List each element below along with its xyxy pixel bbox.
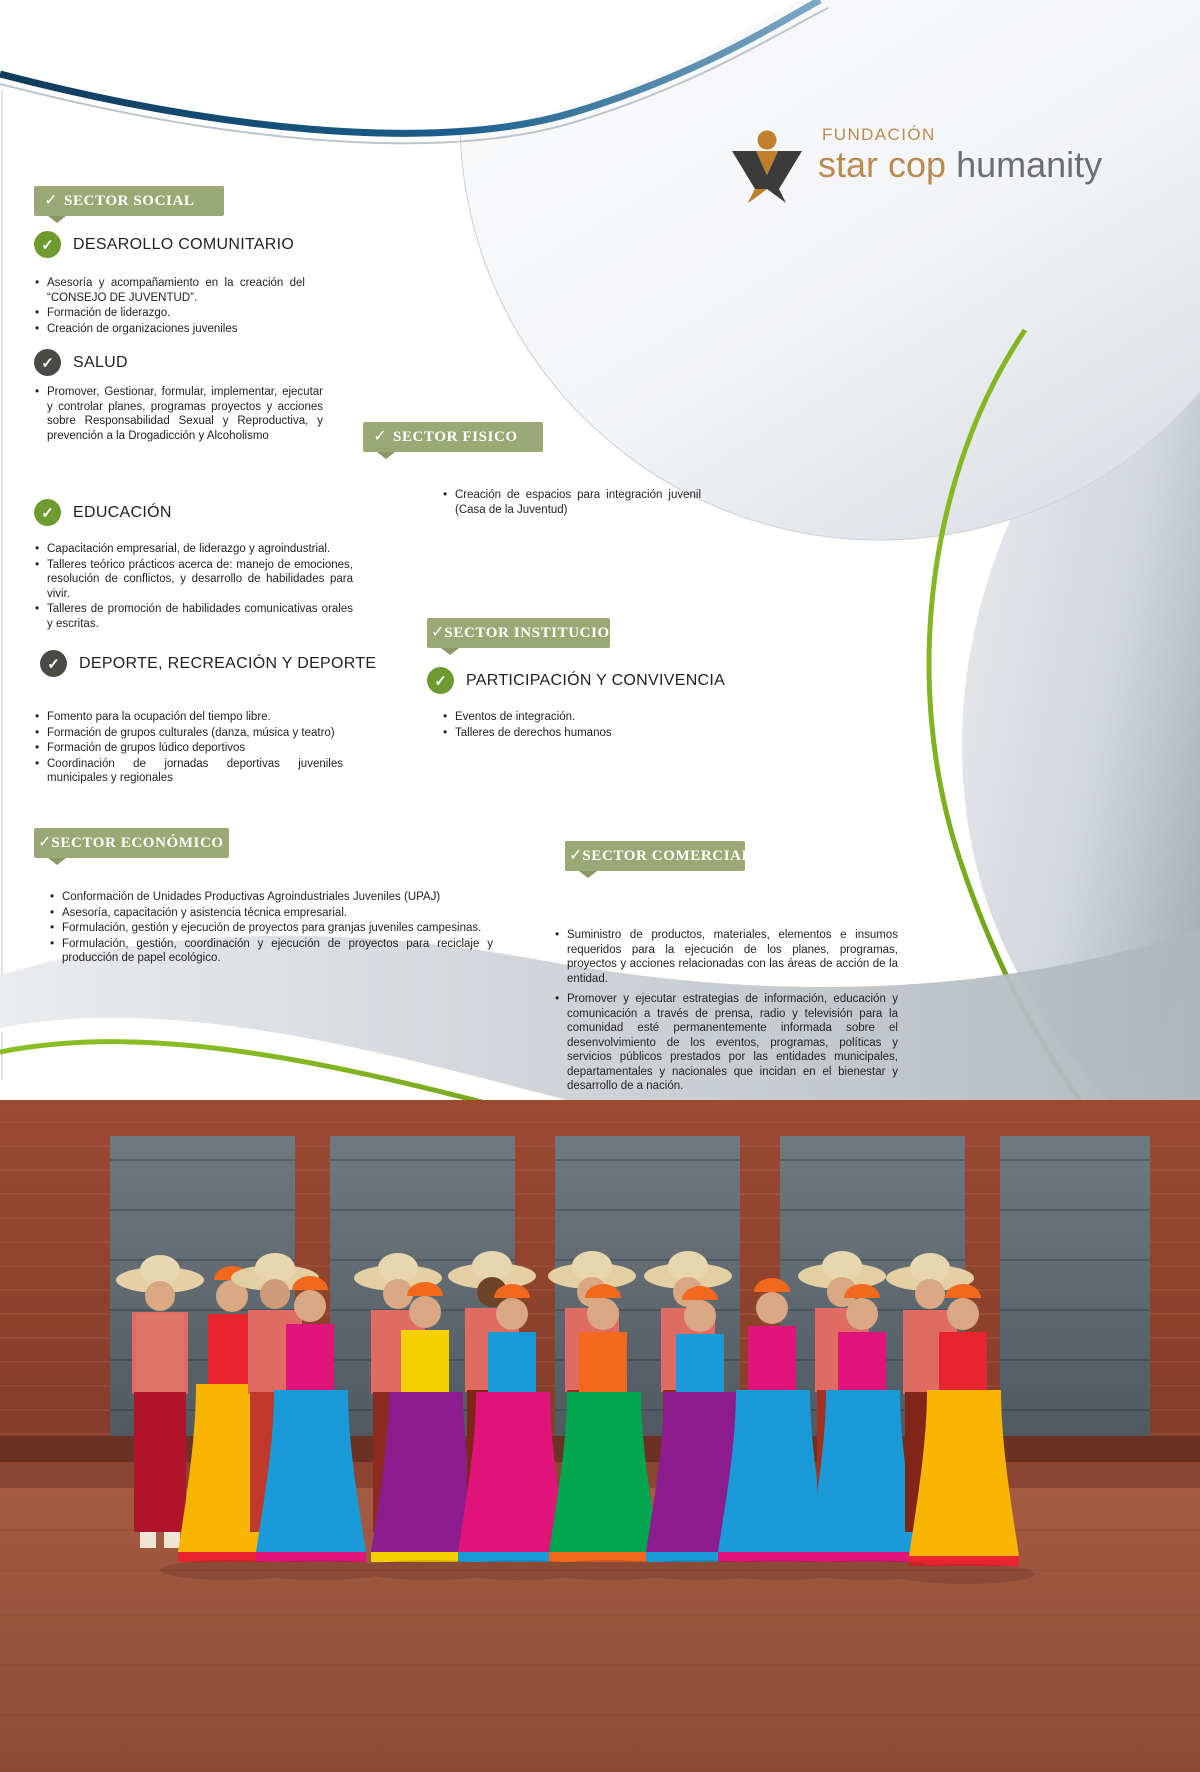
list-educacion xyxy=(33,542,353,632)
list-item: • Talleres de promoción de habilidades comunicativas orales y escritas. xyxy=(33,602,353,631)
list-item: • Coordinación de jornadas deportivas juveniles municipales y regionales xyxy=(33,757,343,786)
list-item: • Fomento para la ocupación del tiempo libre. xyxy=(33,710,343,725)
brand-name-part2: humanity xyxy=(956,144,1103,185)
list-sector-fisico xyxy=(441,488,701,518)
list-item: • Formación de liderazgo. xyxy=(33,306,305,321)
ribbon-label: SECTOR ECONÓMICO xyxy=(51,834,224,851)
ribbon-label: SECTOR INSTITUCIONAL xyxy=(444,624,644,641)
subheading-label: SALUD xyxy=(73,353,128,371)
ribbon-label: SECTOR SOCIAL xyxy=(64,192,195,209)
list-item: • Eventos de integración. xyxy=(441,710,701,725)
ribbon-label: SECTOR COMERCIAL xyxy=(582,847,753,864)
ribbon-sector-institucional xyxy=(427,618,644,648)
check-circle-icon: ✓ xyxy=(34,349,61,376)
photo-illustration xyxy=(0,1100,1200,1772)
list-sector-comercial xyxy=(553,928,898,1095)
check-icon: ✓ xyxy=(44,192,58,209)
list-item: • Talleres teórico prácticos acerca de: manejo de emociones, resolución de conflictos, y desarrollo de habilidades para vivir. xyxy=(33,558,353,602)
check-icon: ✓ xyxy=(431,624,445,641)
list-item: • Creación de organizaciones juveniles xyxy=(33,322,305,337)
list-participacion-convivencia xyxy=(441,710,701,741)
list-item: • Talleres de derechos humanos xyxy=(441,726,701,741)
ribbon-sector-fisico xyxy=(363,422,543,452)
subheading-label: PARTICIPACIÓN Y CONVIVENCIA xyxy=(466,671,726,689)
check-circle-icon: ✓ xyxy=(427,667,454,694)
check-circle-icon: ✓ xyxy=(34,231,61,258)
ribbon-label: SECTOR FISICO xyxy=(393,428,518,445)
check-circle-icon: ✓ xyxy=(40,650,67,677)
brand-name-part1: star cop xyxy=(818,144,957,185)
list-item: • Promover y ejecutar estrategias de información, educación y comunicación a través de prensa, radio y televisión para la comunidad esté permanentemente informada sobre el desenvolvimiento de los eventos, programas, políticas y servicios públicos prestados por las entidades municipales, departamentales y nacionales que incidan en el bienestar y desarrollo de a nación. xyxy=(553,992,898,1094)
list-item: • Capacitación empresarial, de liderazgo y agroindustrial. xyxy=(33,542,353,557)
brand-top-line: FUNDACIÓN xyxy=(822,125,936,144)
list-item: • Suministro de productos, materiales, elementos e insumos requeridos para la ejecución de los planes, programas, proyectos y acciones relacionadas con las áreas de acción de la entidad. xyxy=(553,928,898,986)
subheading-label: EDUCACIÓN xyxy=(73,503,172,521)
list-deporte-recreacion xyxy=(33,710,343,787)
check-icon: ✓ xyxy=(373,428,387,445)
list-item: • Formulación, gestión, coordinación y ejecución de proyectos para reciclaje y producción de papel ecológico. xyxy=(48,937,493,966)
ribbon-sector-social xyxy=(34,186,224,216)
check-icon: ✓ xyxy=(569,847,583,864)
subheading-deporte-recreacion xyxy=(40,650,376,677)
subheading-desarrollo-comunitario xyxy=(34,231,294,258)
list-item: • Formación de grupos lúdico deportivos xyxy=(33,741,343,756)
list-item: • Creación de espacios para integración juvenil (Casa de la Juventud) xyxy=(441,488,701,517)
list-salud xyxy=(33,385,323,444)
subheading-label: DESAROLLO COMUNITARIO xyxy=(73,235,295,253)
list-item: • Conformación de Unidades Productivas Agroindustriales Juveniles (UPAJ) xyxy=(48,890,493,905)
list-item: • Formulación, gestión y ejecución de proyectos para granjas juveniles campesinas. xyxy=(48,921,493,936)
subheading-educacion xyxy=(34,499,172,526)
list-sector-economico xyxy=(48,890,493,967)
list-desarrollo-comunitario xyxy=(33,276,305,337)
subheading-label: DEPORTE, RECREACIÓN Y DEPORTE xyxy=(79,654,377,672)
subheading-participacion-convivencia xyxy=(427,667,725,694)
list-item: • Promover, Gestionar, formular, implementar, ejecutar y controlar planes, programas proyectos y acciones sobre Responsabilidad Sexual y Reproductiva, y prevención a la Drogadicción y Alcoholismo xyxy=(33,385,323,443)
list-item: • Formación de grupos culturales (danza, música y teatro) xyxy=(33,726,343,741)
brand-logo xyxy=(712,125,1103,210)
photo-dance-group xyxy=(0,1100,1200,1772)
list-item: • Asesoría y acompañamiento en la creación del “CONSEJO DE JUVENTUD”. xyxy=(33,276,305,305)
ribbon-sector-comercial xyxy=(565,841,753,871)
brand-name xyxy=(818,145,1102,185)
check-circle-icon: ✓ xyxy=(34,499,61,526)
check-icon: ✓ xyxy=(38,834,52,851)
subheading-salud xyxy=(34,349,128,376)
star-person-icon xyxy=(726,129,808,205)
list-item: • Asesoría, capacitación y asistencia técnica empresarial. xyxy=(48,906,493,921)
ribbon-sector-economico xyxy=(34,828,229,858)
